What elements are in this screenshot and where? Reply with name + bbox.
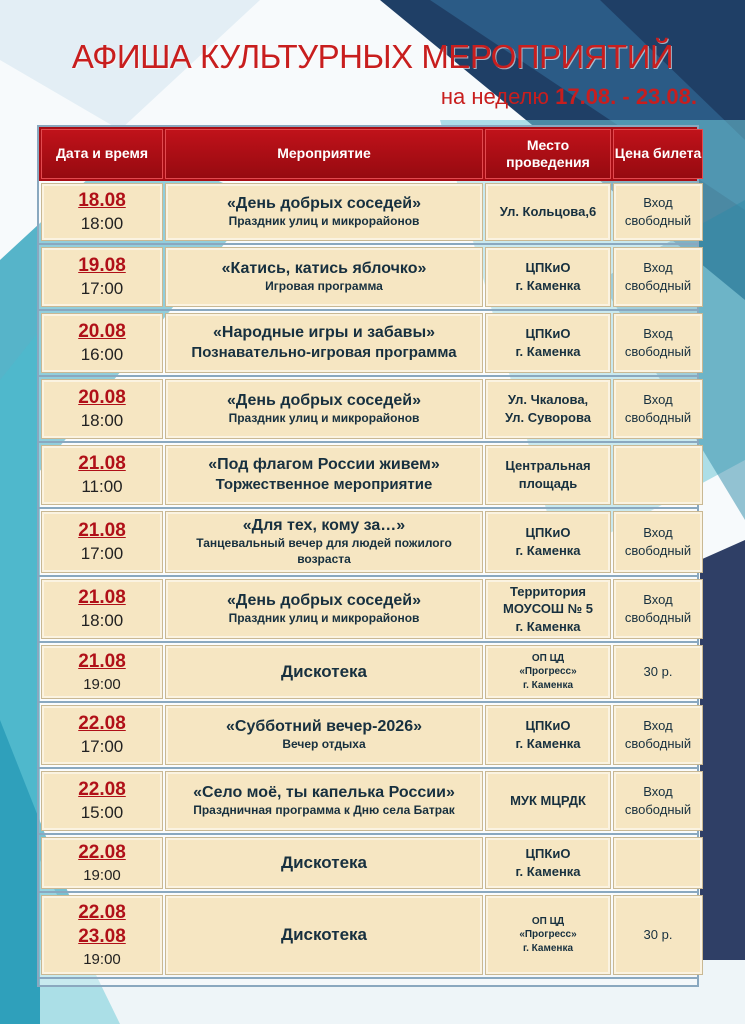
place-cell (485, 895, 611, 975)
event-cell (165, 771, 483, 831)
table-header (39, 127, 702, 181)
place-line: ЦПКиО (525, 326, 571, 342)
event-time: 16:00 (80, 345, 124, 365)
place-cell (485, 313, 611, 373)
table-row (39, 769, 697, 835)
column-header-price: Цена билета (613, 129, 703, 179)
event-time: 17:00 (80, 279, 124, 299)
place-cell (485, 247, 611, 307)
event-date: 21.08 (78, 519, 126, 541)
price-line: 30 р. (643, 927, 673, 943)
event-description: Игровая программа (265, 279, 383, 294)
price-cell (613, 511, 703, 573)
event-date: 22.08 (78, 712, 126, 734)
event-name: «День добрых соседей» (227, 195, 421, 213)
date-cell (41, 247, 163, 307)
event-name: «Катись, катись яблочко» (221, 260, 427, 278)
event-cell (165, 247, 483, 307)
column-header-date: Дата и время (41, 129, 163, 179)
event-description: Праздник улиц и микрорайонов (228, 214, 420, 229)
event-description: Праздник улиц и микрорайонов (228, 411, 420, 426)
table-row (39, 311, 697, 377)
table-row (39, 245, 697, 311)
event-name: Дискотека (280, 853, 367, 873)
table-row (39, 509, 697, 577)
place-line: «Прогресс» (519, 929, 577, 941)
subtitle-date-range: 17.08. - 23.08. (555, 84, 697, 109)
column-header-event: Мероприятие (165, 129, 483, 179)
place-cell (485, 771, 611, 831)
place-cell (485, 837, 611, 889)
place-line: Ул. Кольцова,6 (499, 204, 597, 220)
place-line: ЦПКиО (525, 718, 571, 734)
price-cell (613, 579, 703, 639)
event-description: Торжественное мероприятие (215, 476, 433, 494)
event-cell (165, 705, 483, 765)
price-cell (613, 895, 703, 975)
price-line: Вход (643, 392, 673, 408)
place-line: МУК МЦРДК (510, 793, 586, 809)
event-time: 19:00 (83, 675, 121, 693)
price-line: свободный (624, 410, 692, 425)
price-line: свободный (624, 610, 692, 625)
price-line: Вход (643, 784, 673, 800)
place-line: ЦПКиО (525, 525, 571, 541)
place-line: г. Каменка (515, 543, 581, 558)
event-cell (165, 379, 483, 439)
place-cell (485, 379, 611, 439)
event-date-second: 23.08 (78, 926, 126, 948)
place-line: г. Каменка (515, 278, 581, 293)
event-name: Дискотека (280, 662, 367, 682)
date-cell (41, 705, 163, 765)
event-cell (165, 183, 483, 241)
table-row (39, 835, 697, 893)
place-cell (485, 645, 611, 699)
date-cell (41, 895, 163, 975)
price-line: Вход (643, 718, 673, 734)
place-cell (485, 579, 611, 639)
place-line: г. Каменка (522, 942, 574, 954)
event-cell (165, 579, 483, 639)
table-row (39, 377, 697, 443)
event-date: 21.08 (78, 650, 126, 672)
place-cell (485, 511, 611, 573)
event-time: 17:00 (80, 737, 124, 757)
price-cell (613, 313, 703, 373)
subtitle-prefix: на неделю (440, 84, 556, 109)
place-line: МОУСОШ № 5 (503, 601, 593, 617)
date-cell (41, 445, 163, 505)
place-line: г. Каменка (515, 344, 581, 359)
price-line: свободный (624, 344, 692, 359)
price-cell (613, 645, 703, 699)
date-cell (41, 837, 163, 889)
date-cell (41, 645, 163, 699)
price-line: Вход (643, 525, 673, 541)
price-cell (613, 705, 703, 765)
event-cell (165, 511, 483, 573)
place-cell (485, 183, 611, 241)
event-cell (165, 445, 483, 505)
event-date: 19.08 (78, 254, 126, 276)
price-line: свободный (624, 213, 692, 228)
date-cell (41, 579, 163, 639)
price-line: свободный (624, 802, 692, 817)
table-row (39, 893, 697, 979)
event-time: 18:00 (80, 214, 124, 234)
place-line: ЦПКиО (525, 846, 571, 862)
place-line: Ул. Суворова (504, 410, 592, 425)
date-cell (41, 183, 163, 241)
event-date: 22.08 (78, 778, 126, 800)
table-row (39, 643, 697, 703)
date-cell (41, 771, 163, 831)
date-cell (41, 313, 163, 373)
event-date: 21.08 (78, 452, 126, 474)
event-date: 20.08 (78, 320, 126, 342)
table-row (39, 443, 697, 509)
place-line: Центральная (505, 458, 591, 474)
place-line: площадь (518, 476, 578, 491)
event-name: «День добрых соседей» (227, 392, 421, 410)
place-line: г. Каменка (515, 618, 581, 634)
place-line: Территория (509, 583, 587, 599)
price-line: свободный (624, 543, 692, 558)
event-date: 22.08 (78, 901, 126, 923)
place-line: ЦПКиО (525, 260, 571, 276)
price-cell (613, 183, 703, 241)
event-description: Танцевальный вечер для людей пожилого возраста (196, 536, 452, 566)
date-cell (41, 379, 163, 439)
price-cell (613, 379, 703, 439)
event-date: 21.08 (78, 586, 126, 608)
price-line: Вход (643, 195, 673, 211)
price-line: Вход (643, 326, 673, 342)
price-line: Вход (643, 592, 673, 608)
price-cell (613, 771, 703, 831)
page-title: АФИША КУЛЬТУРНЫХ МЕРОПРИЯТИЙ (71, 38, 674, 75)
event-date: 20.08 (78, 386, 126, 408)
place-line: г. Каменка (515, 864, 581, 879)
place-line: г. Каменка (522, 679, 574, 691)
table-row (39, 577, 697, 643)
price-line: Вход (643, 260, 673, 276)
event-time: 19:00 (83, 866, 121, 884)
table-row (39, 181, 697, 245)
event-time: 18:00 (80, 411, 124, 431)
event-name: «Для тех, кому за…» (242, 517, 406, 535)
event-name: «Субботний вечер-2026» (225, 718, 422, 736)
event-cell (165, 645, 483, 699)
event-cell (165, 837, 483, 889)
price-cell (613, 445, 703, 505)
price-cell (613, 837, 703, 889)
event-name: Дискотека (280, 925, 367, 945)
place-cell (485, 445, 611, 505)
event-cell (165, 313, 483, 373)
event-description: Праздничная программа к Дню села Батрак (193, 803, 455, 818)
place-line: Ул. Чкалова, (507, 392, 589, 408)
place-line: г. Каменка (515, 736, 581, 751)
event-time: 18:00 (80, 611, 124, 631)
event-time: 11:00 (81, 477, 123, 497)
price-cell (613, 247, 703, 307)
column-header-place: Место проведения (485, 129, 611, 179)
event-description: Вечер отдыха (282, 737, 366, 752)
event-time: 17:00 (80, 544, 124, 564)
place-cell (485, 705, 611, 765)
event-name: «День добрых соседей» (227, 592, 421, 610)
event-description: Познавательно-игровая программа (191, 344, 457, 362)
table-row (39, 703, 697, 769)
event-time: 19:00 (83, 950, 121, 968)
price-line: свободный (624, 278, 692, 293)
place-line: «Прогресс» (519, 666, 577, 678)
event-date: 18.08 (78, 189, 126, 211)
place-line: ОП ЦД (531, 915, 565, 927)
event-name: «Село моё, ты капелька России» (193, 784, 455, 802)
page-subtitle (441, 84, 697, 110)
table-body (39, 181, 697, 979)
event-date: 22.08 (78, 841, 126, 863)
date-cell (41, 511, 163, 573)
price-line: 30 р. (643, 664, 673, 680)
event-description: Праздник улиц и микрорайонов (228, 611, 420, 626)
event-cell (165, 895, 483, 975)
place-line: ОП ЦД (531, 652, 565, 664)
event-name: «Народные игры и забавы» (213, 324, 435, 342)
price-line: свободный (624, 736, 692, 751)
event-name: «Под флагом России живем» (208, 456, 440, 474)
event-time: 15:00 (80, 803, 124, 823)
events-table (37, 125, 702, 987)
